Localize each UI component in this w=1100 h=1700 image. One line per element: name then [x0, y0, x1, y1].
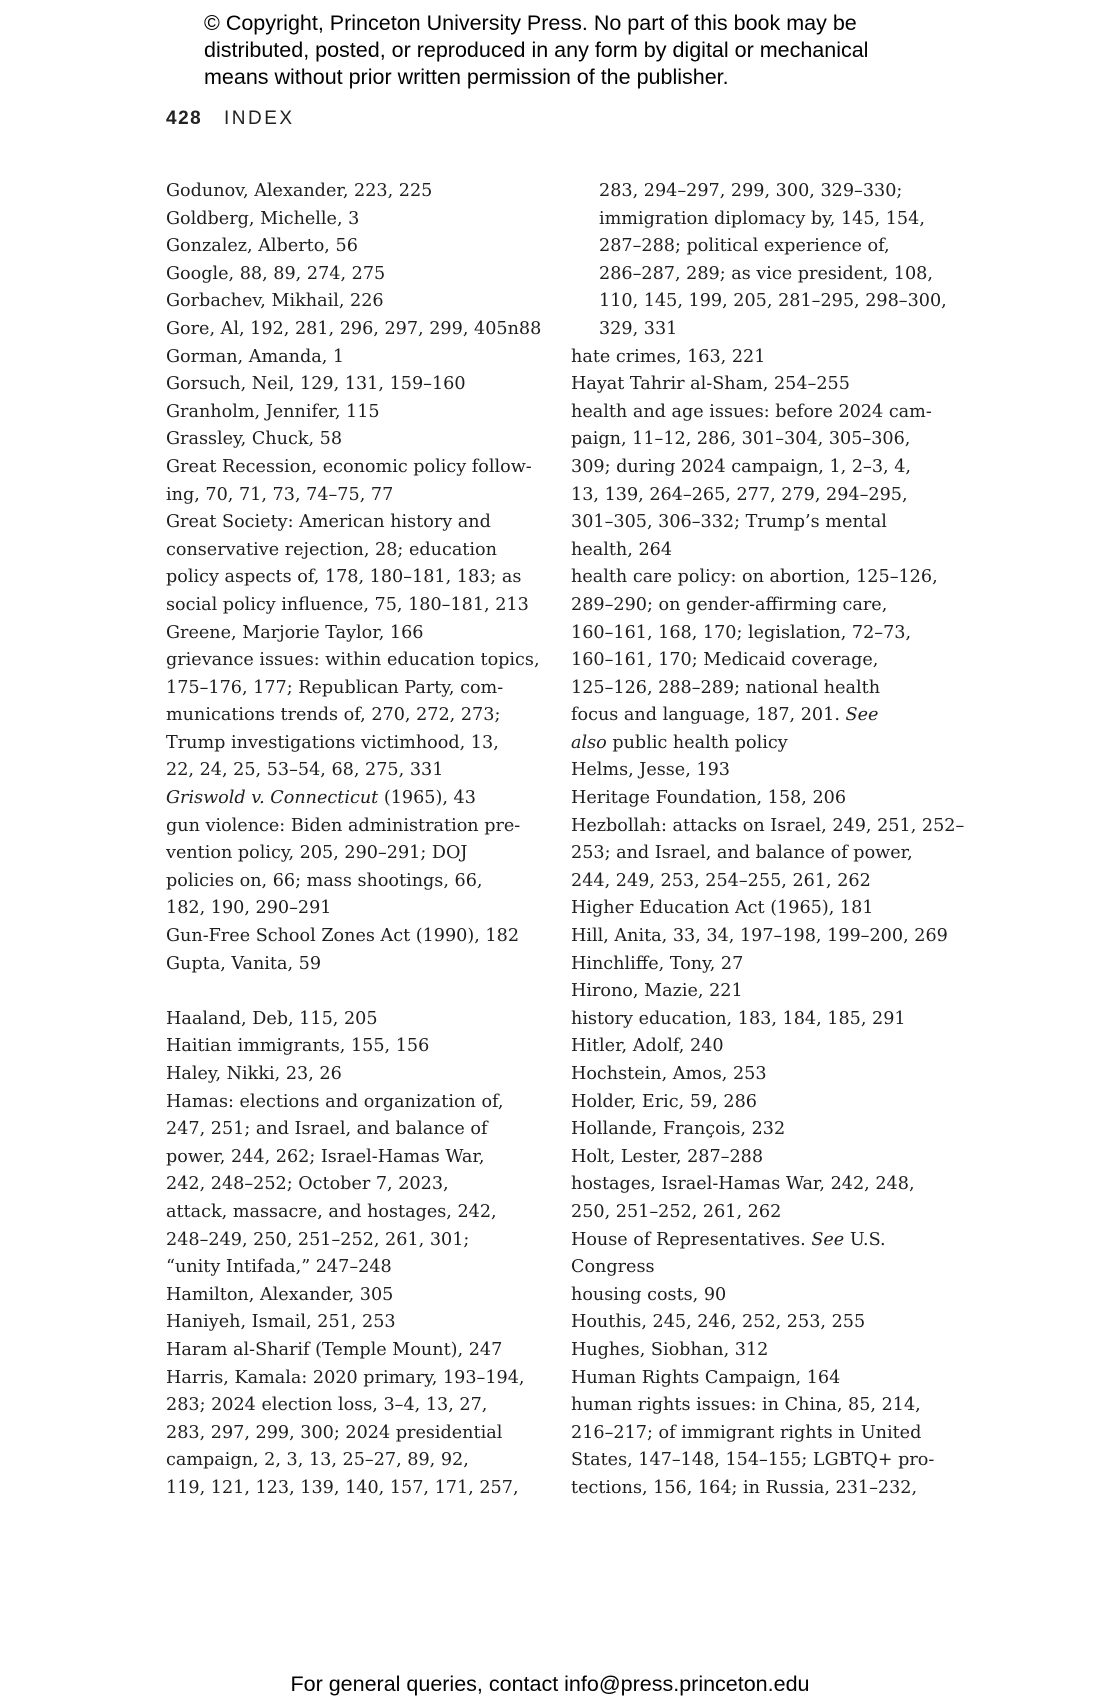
index-entry-line: Helms, Jesse, 193 — [571, 760, 730, 781]
index-entry — [571, 371, 936, 399]
index-entry-line: 182, 190, 290–291 — [166, 898, 332, 919]
copyright-line: © Copyright, Princeton University Press. No part of this book may be — [204, 11, 857, 35]
index-entry-line: 160–161, 168, 170; legislation, 72–73, — [571, 622, 912, 643]
index-entry — [571, 1227, 936, 1282]
index-entry-line: 22, 24, 25, 53–54, 68, 275, 331 — [166, 760, 444, 781]
index-entry-line: Granholm, Jennifer, 115 — [166, 401, 380, 422]
index-entry — [166, 178, 528, 206]
index-entry — [166, 1337, 528, 1365]
index-entry — [571, 1282, 936, 1310]
index-entry-line: Godunov, Alexander, 223, 225 — [166, 181, 433, 201]
index-entry — [166, 785, 528, 813]
index-entry-line: 250, 251–252, 261, 262 — [571, 1201, 782, 1222]
index-entry-line: Higher Education Act (1965), 181 — [571, 898, 874, 919]
index-entry — [571, 923, 948, 951]
index-entry-line: housing costs, 90 — [571, 1284, 727, 1305]
index-entry — [166, 233, 528, 261]
index-entry — [571, 1116, 936, 1144]
index-entry — [166, 1089, 528, 1282]
index-entry-line: Goldberg, Michelle, 3 — [166, 208, 360, 229]
page-number: 428 — [166, 108, 203, 129]
index-entry-line: Hitler, Adolf, 240 — [571, 1036, 724, 1057]
index-entry-line: 283; 2024 election loss, 3–4, 13, 27, — [166, 1395, 488, 1416]
index-entry-line: House of Representatives. See U.S. — [571, 1229, 886, 1250]
index-entry-line: focus and language, 187, 201. See — [571, 705, 879, 726]
index-entry-line: Heritage Foundation, 158, 206 — [571, 788, 847, 809]
letter-section-gap — [166, 978, 528, 1006]
index-entry — [571, 895, 936, 923]
index-entry-line: 160–161, 170; Medicaid coverage, — [571, 650, 879, 671]
index-column-left — [166, 178, 542, 1503]
index-entry — [166, 923, 528, 951]
index-entry-line: 119, 121, 123, 139, 140, 157, 171, 257, — [166, 1477, 519, 1498]
index-entry-line: also public health policy — [571, 732, 788, 753]
index-entry-line: 242, 248–252; October 7, 2023, — [166, 1174, 449, 1195]
index-entry-line: paign, 11–12, 286, 301–304, 305–306, — [571, 429, 911, 450]
index-entry — [571, 1171, 936, 1226]
index-entry-line: Trump investigations victimhood, 13, — [166, 732, 499, 753]
index-entry-line: Hughes, Siobhan, 312 — [571, 1339, 769, 1360]
index-entry-line: Human Rights Campaign, 164 — [571, 1367, 841, 1388]
index-entry-line: 248–249, 250, 251–252, 261, 301; — [166, 1229, 470, 1250]
index-entry-line: “unity Intifada,” 247–248 — [166, 1257, 392, 1278]
index-entry-line: Congress — [571, 1257, 655, 1278]
index-entry-line: 125–126, 288–289; national health — [571, 677, 881, 698]
index-entry-line: Hamilton, Alexander, 305 — [166, 1284, 394, 1305]
index-entry-line: gun violence: Biden administration pre- — [166, 815, 521, 836]
index-entry-line: hostages, Israel-Hamas War, 242, 248, — [571, 1174, 915, 1195]
index-entry-line: 301–305, 306–332; Trump’s mental — [571, 512, 887, 533]
index-entry-line: ing, 70, 71, 73, 74–75, 77 — [166, 484, 394, 505]
index-entry — [166, 261, 528, 289]
index-entry-line: Haram al-Sharif (Temple Mount), 247 — [166, 1339, 503, 1360]
index-entry-line: Gorbachev, Mikhail, 226 — [166, 291, 384, 312]
index-entry — [166, 426, 528, 454]
index-entry — [166, 1006, 528, 1034]
index-entry — [166, 1309, 528, 1337]
index-entry-line: power, 244, 262; Israel-Hamas War, — [166, 1146, 485, 1167]
index-entry-line: attack, massacre, and hostages, 242, — [166, 1201, 497, 1222]
index-entry-line: Gorman, Amanda, 1 — [166, 346, 345, 367]
index-entry-line: Haitian immigrants, 155, 156 — [166, 1036, 430, 1057]
index-entry — [571, 1309, 936, 1337]
copyright-notice — [204, 10, 924, 91]
index-entry-line: Great Recession, economic policy follow- — [166, 456, 532, 477]
index-entry-line: 283, 294–297, 299, 300, 329–330; — [599, 181, 903, 201]
index-entry — [166, 1033, 528, 1061]
index-entry-line: health care policy: on abortion, 125–126, — [571, 567, 938, 588]
index-entry-line: Houthis, 245, 246, 252, 253, 255 — [571, 1312, 866, 1333]
index-entry-line: Hezbollah: attacks on Israel, 249, 251, 252– — [571, 815, 965, 836]
index-entry — [166, 647, 540, 785]
index-entry-line: Haniyeh, Ismail, 251, 253 — [166, 1312, 396, 1333]
index-entry-line: 244, 249, 253, 254–255, 261, 262 — [571, 870, 871, 891]
index-entry-line: Gorsuch, Neil, 129, 131, 159–160 — [166, 374, 466, 395]
index-entry — [571, 813, 965, 896]
index-entry-line: vention policy, 205, 290–291; DOJ — [166, 843, 468, 864]
index-entry — [571, 1392, 936, 1502]
index-entry-line: 289–290; on gender-affirming care, — [571, 594, 888, 615]
index-entry-continued — [571, 178, 947, 344]
index-entry-line: Hollande, François, 232 — [571, 1119, 786, 1140]
index-entry-line: social policy influence, 75, 180–181, 213 — [166, 594, 529, 615]
index-entry — [571, 1365, 936, 1393]
index-entry — [166, 399, 528, 427]
index-entry-line: Gore, Al, 192, 281, 296, 297, 299, 405n88 — [166, 318, 542, 339]
index-entry — [571, 951, 936, 979]
index-entry — [166, 1282, 528, 1310]
index-entry-line: Hayat Tahrir al-Sham, 254–255 — [571, 374, 850, 395]
index-entry — [166, 344, 528, 372]
index-entry — [571, 1061, 936, 1089]
index-entry — [571, 978, 936, 1006]
index-entry-line: Holt, Lester, 287–288 — [571, 1146, 764, 1167]
index-entry — [166, 1061, 528, 1089]
index-entry — [166, 509, 528, 619]
index-entry-line: policies on, 66; mass shootings, 66, — [166, 870, 483, 891]
index-entry-line: 110, 145, 199, 205, 281–295, 298–300, — [599, 291, 947, 312]
index-entry-line: Haaland, Deb, 115, 205 — [166, 1008, 378, 1029]
index-entry — [166, 454, 532, 509]
running-head-title: INDEX — [223, 108, 295, 129]
index-entry-line: immigration diplomacy by, 145, 154, — [599, 208, 925, 229]
index-entry-line: Great Society: American history and — [166, 512, 491, 533]
index-entry-line: 309; during 2024 campaign, 1, 2–3, 4, — [571, 456, 912, 477]
index-entry-line: Harris, Kamala: 2020 primary, 193–194, — [166, 1367, 525, 1388]
index-entry — [571, 344, 936, 372]
index-entry-line: Griswold v. Connecticut (1965), 43 — [166, 788, 476, 809]
index-entry-line: hate crimes, 163, 221 — [571, 346, 766, 367]
index-entry-line: health and age issues: before 2024 cam- — [571, 401, 932, 422]
index-entry — [166, 951, 528, 979]
index-entry-line: policy aspects of, 178, 180–181, 183; as — [166, 567, 522, 588]
index-entry-line: 216–217; of immigrant rights in United — [571, 1422, 922, 1443]
index-entry-line: human rights issues: in China, 85, 214, — [571, 1395, 921, 1416]
index-entry-line: Google, 88, 89, 274, 275 — [166, 263, 386, 284]
index-entry — [571, 1089, 936, 1117]
copyright-line: means without prior written permission of the publisher. — [204, 65, 729, 89]
index-entry-line: 287–288; political experience of, — [599, 236, 890, 257]
index-entry-line: Greene, Marjorie Taylor, 166 — [166, 622, 424, 643]
index-entry-line: history education, 183, 184, 185, 291 — [571, 1008, 906, 1029]
index-entry-line: Hinchliffe, Tony, 27 — [571, 953, 744, 974]
copyright-line: distributed, posted, or reproduced in any form by digital or mechanical — [204, 38, 869, 62]
index-entry-line: 253; and Israel, and balance of power, — [571, 843, 913, 864]
index-entry — [166, 1365, 528, 1503]
index-entry — [571, 564, 936, 757]
index-entry-line: Grassley, Chuck, 58 — [166, 429, 343, 450]
index-entry-line: Haley, Nikki, 23, 26 — [166, 1064, 342, 1084]
index-entry-line: Hirono, Mazie, 221 — [571, 981, 743, 1002]
index-entry-line: 283, 297, 299, 300; 2024 presidential — [166, 1422, 503, 1443]
index-entry-line: Hamas: elections and organization of, — [166, 1091, 504, 1112]
index-entry — [571, 1006, 936, 1034]
index-entry-line: Holder, Eric, 59, 286 — [571, 1091, 757, 1112]
index-entry-line: 13, 139, 264–265, 277, 279, 294–295, — [571, 484, 908, 505]
index-entry-line: Hill, Anita, 33, 34, 197–198, 199–200, 269 — [571, 926, 948, 947]
index-entry — [571, 399, 936, 565]
footer-contact: For general queries, contact info@press.princeton.edu — [290, 1672, 810, 1696]
index-entry-line: health, 264 — [571, 539, 673, 560]
index-entry-line: campaign, 2, 3, 13, 25–27, 89, 92, — [166, 1450, 469, 1471]
index-entry-line: Gun-Free School Zones Act (1990), 182 — [166, 926, 520, 947]
index-entry — [571, 1033, 936, 1061]
index-column-right — [571, 178, 965, 1503]
index-entry — [166, 206, 528, 234]
index-entry-line: Gupta, Vanita, 59 — [166, 953, 322, 974]
index-entry — [166, 620, 528, 648]
index-entry — [571, 785, 936, 813]
index-entry-line: 175–176, 177; Republican Party, com- — [166, 677, 504, 698]
index-entry-line: conservative rejection, 28; education — [166, 539, 497, 560]
index-entry-line: 286–287, 289; as vice president, 108, — [599, 263, 933, 284]
index-entry-line: Hochstein, Amos, 253 — [571, 1064, 767, 1084]
index-entry — [166, 813, 528, 923]
index-entry — [166, 316, 542, 344]
index-entry — [166, 371, 528, 399]
index-entry — [571, 1144, 936, 1172]
index-entry-line: tections, 156, 164; in Russia, 231–232, — [571, 1477, 918, 1498]
index-entry-line: Gonzalez, Alberto, 56 — [166, 236, 358, 257]
index-entry-line: States, 147–148, 154–155; LGBTQ+ pro- — [571, 1450, 935, 1471]
index-entry-line: munications trends of, 270, 272, 273; — [166, 705, 501, 726]
index-entry-line: grievance issues: within education topics, — [166, 650, 540, 671]
running-head — [166, 108, 295, 130]
index-entry — [571, 757, 936, 785]
index-entry-line: 329, 331 — [599, 318, 678, 339]
index-entry — [571, 1337, 936, 1365]
index-entry-line: 247, 251; and Israel, and balance of — [166, 1119, 488, 1140]
index-entry — [166, 288, 528, 316]
